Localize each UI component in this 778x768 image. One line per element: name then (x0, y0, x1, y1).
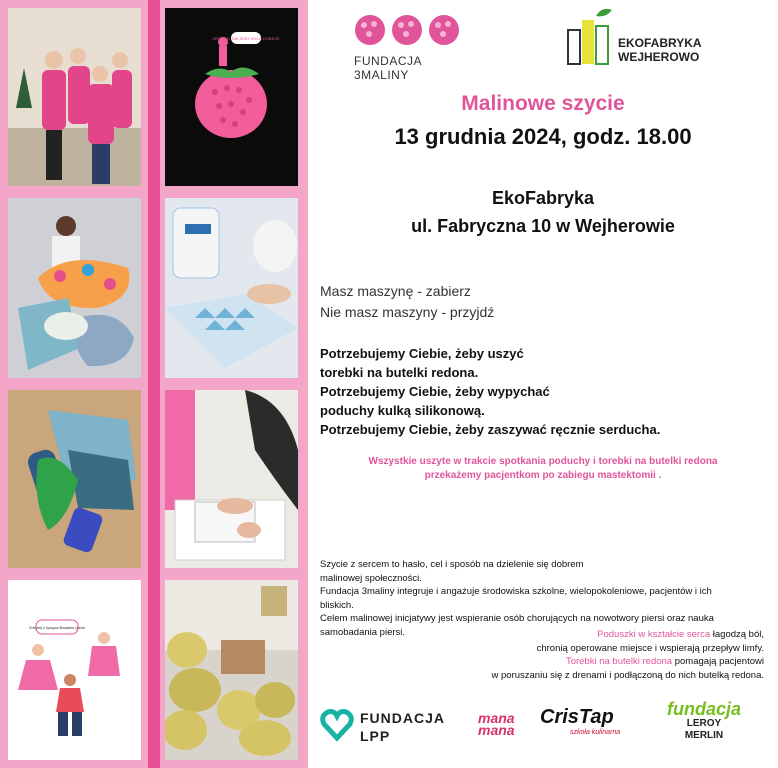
event-address: ul. Fabryczna 10 w Wejherowie (411, 216, 675, 236)
fundacja-leroy-merlin-logo (644, 700, 764, 742)
photo-team (8, 8, 141, 186)
ekofabryka-text-2: WEJHEROWO (618, 50, 700, 64)
ekofabryka-building-icon (566, 6, 614, 66)
photo-stuffing-gun (8, 390, 141, 568)
about-line: samobadania piersi. (320, 626, 406, 638)
about-line: Celem malinowej inicjatywy jest wspieranie osób chorujących na nowotwory piersi oraz nauka (320, 613, 714, 624)
machine-line-1: Masz maszynę - zabierz (320, 283, 471, 299)
need-list (320, 344, 760, 439)
pillow-text: łagodzą ból, (710, 629, 764, 640)
donation-note-line-2: przekażemy pacjentkom po zabiegu mastektomii . (424, 470, 662, 481)
event-info-panel (308, 0, 778, 768)
leroy-text-3: MERLIN (684, 730, 724, 741)
poster-bubble-text: Zdejmij z tysiąca Badanie piersi (28, 625, 86, 630)
leroy-text-1: fundacja (666, 699, 741, 719)
need-line: poduchy kulką silikonową. (320, 403, 485, 418)
photo-poster-illustration (8, 580, 141, 760)
manamana-text-2: mana (478, 722, 515, 738)
bag-label: Torebki na butelki redona (565, 656, 673, 667)
photo-heart-pillows (8, 198, 141, 378)
event-title: Malinowe szycie (461, 92, 625, 115)
about-line: malinowej społeczności. (320, 572, 422, 584)
lpp-text-2: LPP (360, 728, 391, 744)
pillow-text-2: chronią operowane miejsce i wspierają przepływ limfy. (536, 642, 764, 654)
ekofabryka-text-1: EKOFABRYKA (618, 36, 702, 50)
raspberries-icon (352, 10, 462, 50)
ekofabryka-logo (566, 6, 746, 70)
about-line: bliskich. (320, 599, 354, 611)
machine-line-2: Nie masz maszyny - przyjdź (320, 304, 495, 320)
need-line: Potrzebujemy Ciebie, żeby uszyć (320, 346, 524, 361)
fundacja-3maliny-text: FUNDACJA 3MALINY (354, 54, 422, 82)
need-line: torebki na butelki redona. (320, 365, 479, 380)
manamana-logo (478, 712, 528, 736)
pillow-label: Poduszki w kształcie serca (597, 629, 711, 640)
leroy-text-2: LEROY (686, 718, 722, 729)
fundacja-3maliny-logo (352, 10, 472, 82)
about-foundation (320, 558, 770, 639)
about-line: Szycie z sercem to hasło, cel i sposób na dzielenie się dobrem (320, 559, 584, 570)
photo-sewing-machine (165, 198, 298, 378)
photo-hand-sewing (165, 390, 298, 568)
about-line: Fundacja 3maliny integruje i angażuje środowiska szkolne, wielopokoleniowe, pacjentów i ich (320, 586, 712, 597)
pink-stripe (148, 0, 160, 768)
lpp-text-1: FUNDACJA (360, 710, 445, 726)
benefits (324, 628, 764, 682)
photo-raspberry-illustration (165, 8, 298, 186)
bag-text: pomagają pacjentowi (672, 656, 764, 667)
donation-note (308, 455, 778, 483)
fundacja-lpp-logo (320, 708, 460, 748)
sponsors-row (308, 700, 778, 760)
need-line: Potrzebujemy Ciebie, żeby zaszywać ręcznie serducha. (320, 422, 661, 437)
event-datetime: 13 grudnia 2024, godz. 18.00 (394, 124, 692, 149)
cristap-subtext: szkoła kulinarna (570, 729, 621, 736)
need-line: Potrzebujemy Ciebie, żeby wypychać (320, 384, 550, 399)
lpp-heart-icon (320, 708, 354, 742)
manamana-text-1: mana (478, 710, 515, 726)
cristap-text: CrisTap (540, 706, 614, 728)
bag-text-2: w poruszaniu się z drenami i podłączoną do nich butelką redona. (491, 669, 764, 681)
donation-note-line-1: Wszystkie uszyte w trakcie spotkania poduchy i torebki na butelki redona (368, 456, 718, 467)
event-venue: EkoFabryka (491, 188, 595, 208)
cristap-logo (540, 706, 630, 736)
speech-bubble-text: ZRÓB TO TAK ŻEBY BYŁO DOBRZE (212, 36, 280, 41)
photo-donation-bags (165, 580, 298, 760)
